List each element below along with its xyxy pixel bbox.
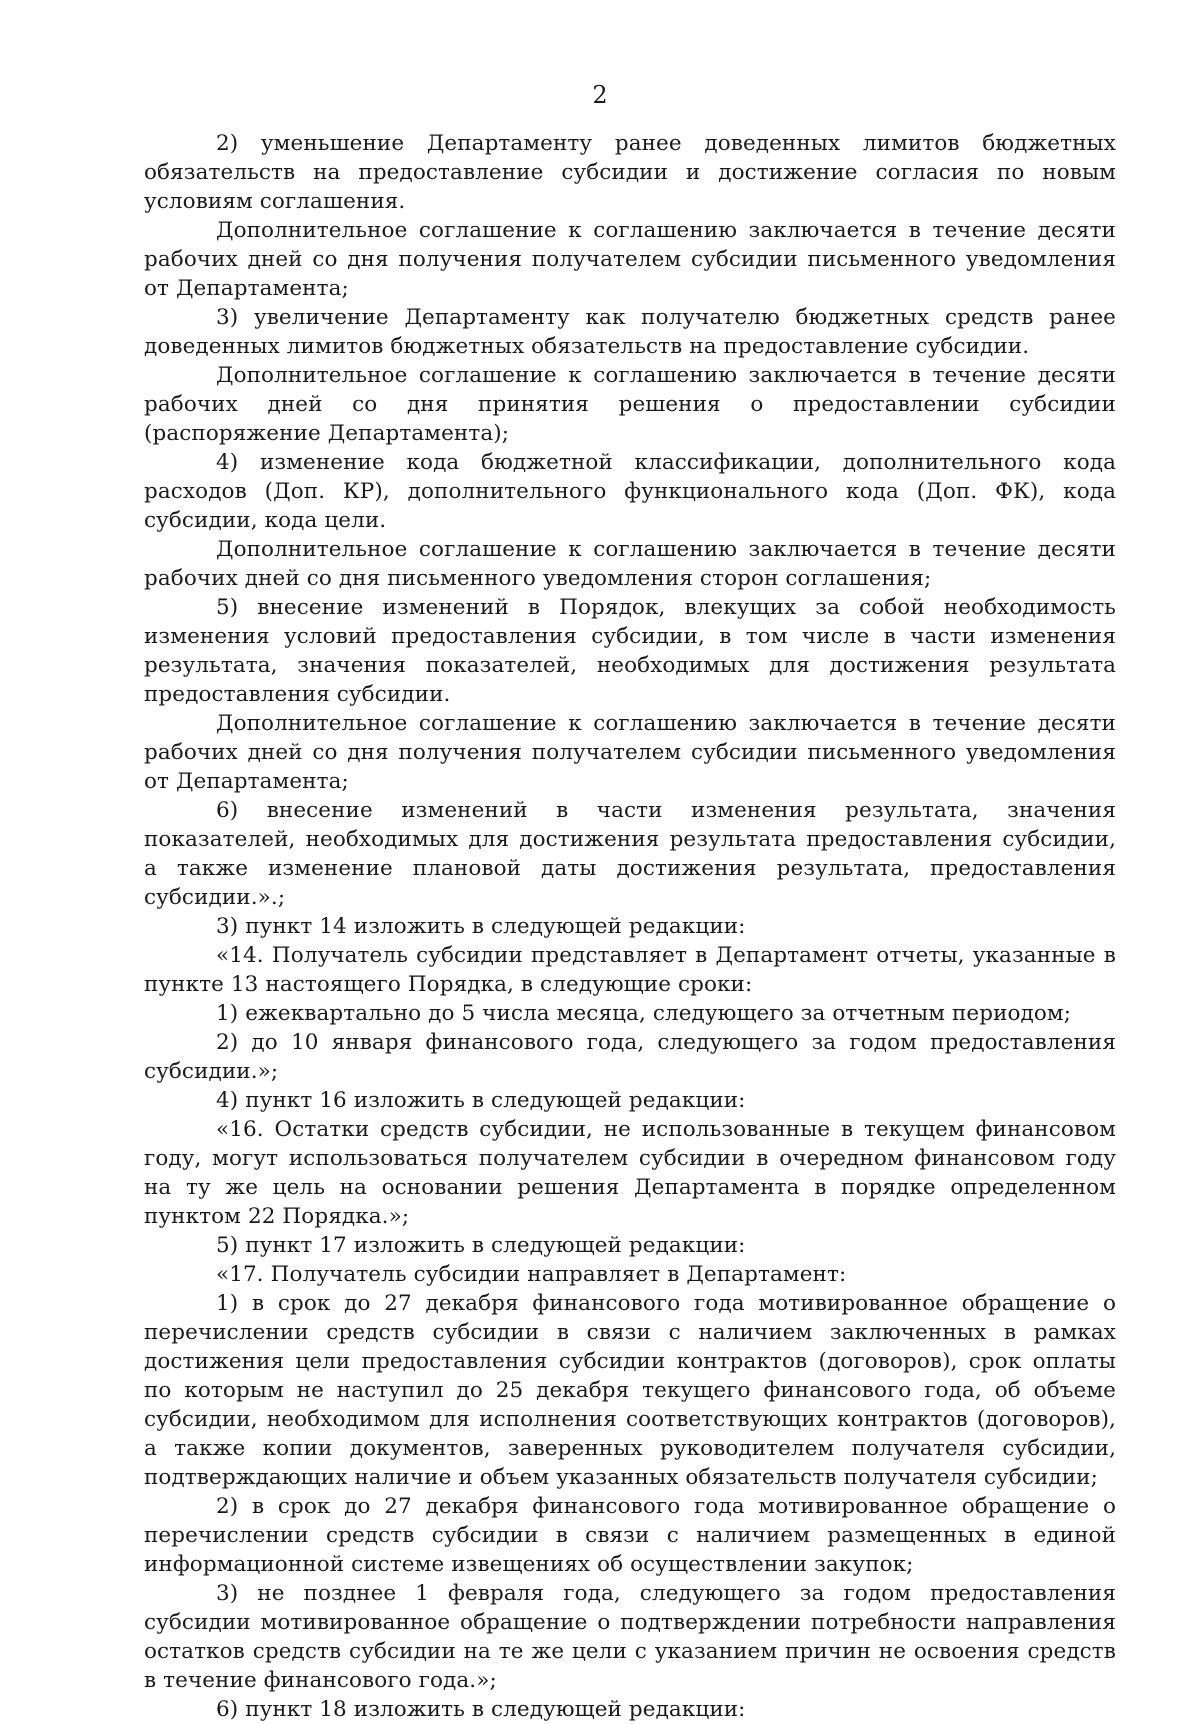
paragraph: 3) пункт 14 изложить в следующей редакции:	[216, 914, 746, 939]
paragraph: Дополнительное соглашение к соглашению заключается в течение десяти рабочих дней со дня получения получателем субсидии письменного уведомления от Департамента;	[144, 711, 1116, 794]
paragraph: 2) в срок до 27 декабря финансового года мотивированное обращение о перечислении средств субсидии в связи с наличием размещенных в единой информационной системе извещениях об осуществлении закупок;	[144, 1494, 1116, 1577]
paragraph: 4) пункт 16 изложить в следующей редакции:	[216, 1088, 746, 1113]
paragraph: 6) внесение изменений в части изменения результата, значения показателей, необходимых для достижения результата предоставления субсидии, а также изменение плановой даты достижения результата, предоставления субсидии.».;	[144, 798, 1116, 910]
paragraph: «16. Остатки средств субсидии, не использованные в текущем финансовом году, могут использоваться получателем субсидии в очередном финансовом году на ту же цель на основании решения Департамента в порядке определенном пунктом 22 Порядка.»;	[144, 1117, 1116, 1229]
paragraph: Дополнительное соглашение к соглашению заключается в течение десяти рабочих дней со дня письменного уведомления сторон соглашения;	[144, 537, 1116, 591]
document-body	[144, 129, 1116, 1724]
paragraph: 5) пункт 17 изложить в следующей редакции:	[216, 1233, 746, 1258]
paragraph: 3) не позднее 1 февраля года, следующего за годом предоставления субсидии мотивированное обращение о подтверждении потребности направления остатков средств субсидии на те же цели с указанием причин не освоения средств в течение финансового года.»;	[144, 1581, 1116, 1693]
paragraph: «14. Получатель субсидии представляет в Департамент отчеты, указанные в пункте 13 настоящего Порядка, в следующие сроки:	[144, 943, 1116, 997]
paragraph: 1) ежеквартально до 5 числа месяца, следующего за отчетным периодом;	[216, 1001, 1072, 1026]
paragraph: 2) уменьшение Департаменту ранее доведенных лимитов бюджетных обязательств на предоставление субсидии и достижение согласия по новым условиям соглашения.	[144, 131, 1116, 214]
paragraph: 6) пункт 18 изложить в следующей редакции:	[216, 1697, 746, 1722]
paragraph: 1) в срок до 27 декабря финансового года мотивированное обращение о перечислении средств субсидии в связи с наличием заключенных в рамках достижения цели предоставления субсидии контрактов (договоров), срок оплаты по которым не наступил до 25 декабря текущего финансового года, об объеме субсидии, необходимом для исполнения соответствующих контрактов (договоров), а также копии документов, заверенных руководителем получателя субсидии, подтверждающих наличие и объем указанных обязательств получателя субсидии;	[144, 1291, 1116, 1490]
paragraph: 4) изменение кода бюджетной классификации, дополнительного кода расходов (Доп. КР), дополнительного функционального кода (Доп. ФК), кода субсидии, кода цели.	[144, 450, 1116, 533]
paragraph: «17. Получатель субсидии направляет в Департамент:	[216, 1262, 847, 1287]
paragraph: 2) до 10 января финансового года, следующего за годом предоставления субсидии.»;	[144, 1030, 1116, 1084]
paragraph: Дополнительное соглашение к соглашению заключается в течение десяти рабочих дней со дня получения получателем субсидии письменного уведомления от Департамента;	[144, 218, 1116, 301]
page-number: 2	[592, 81, 608, 109]
paragraph: 5) внесение изменений в Порядок, влекущих за собой необходимость изменения условий предоставления субсидии, в том числе в части изменения результата, значения показателей, необходимых для достижения результата предоставления субсидии.	[144, 595, 1116, 707]
paragraph: 3) увеличение Департаменту как получателю бюджетных средств ранее доведенных лимитов бюджетных обязательств на предоставление субсидии.	[144, 305, 1116, 359]
paragraph: Дополнительное соглашение к соглашению заключается в течение десяти рабочих дней со дня принятия решения о предоставлении субсидии (распоряжение Департамента);	[144, 363, 1116, 446]
